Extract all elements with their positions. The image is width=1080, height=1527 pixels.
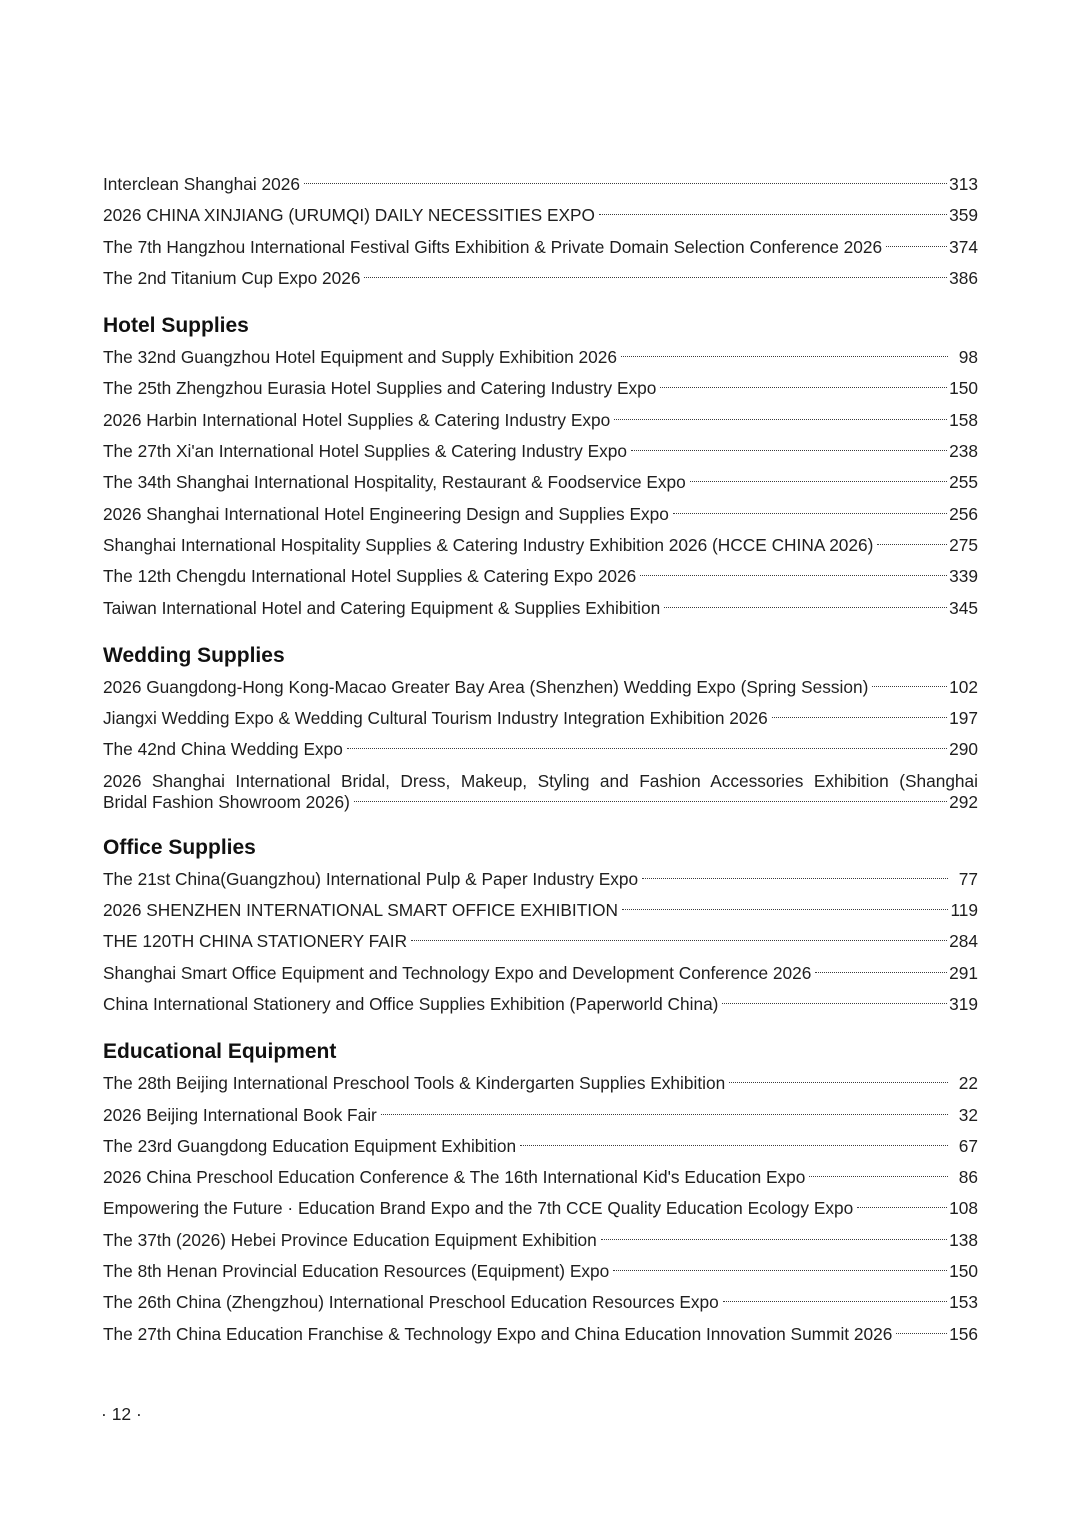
toc-entry[interactable] <box>103 926 978 957</box>
toc-entry-title: The 28th Beijing International Preschool Tools & Kindergarten Supplies Exhibition <box>103 1073 726 1094</box>
toc-entry-page: 238 <box>949 441 978 462</box>
toc-entry[interactable] <box>103 436 978 467</box>
toc-entry-title: The 34th Shanghai International Hospitality, Restaurant & Foodservice Expo <box>103 472 686 493</box>
toc-entry-title: The 12th Chengdu International Hotel Supplies & Catering Expo 2026 <box>103 566 637 587</box>
toc-entry[interactable] <box>103 593 978 624</box>
toc-entry[interactable] <box>103 672 978 703</box>
toc-entry-title: 2026 Beijing International Book Fair <box>103 1104 377 1125</box>
toc-entry[interactable] <box>103 232 978 263</box>
toc-entry[interactable] <box>103 989 978 1020</box>
toc-entry-title: Shanghai International Hospitality Supplies & Catering Industry Exhibition 2026 (HCCE CHINA 2026) <box>103 534 874 555</box>
toc-entry-page: 386 <box>949 267 978 288</box>
toc-continued-list <box>103 169 978 294</box>
toc-entry-title: The 7th Hangzhou International Festival Gifts Exhibition & Private Domain Selection Conference 2026 <box>103 236 883 257</box>
toc-entry[interactable] <box>103 342 978 373</box>
toc-entry-page: 345 <box>949 597 978 618</box>
toc-entry-title: The 8th Henan Provincial Education Resources (Equipment) Expo <box>103 1261 610 1282</box>
toc-entry[interactable] <box>103 1319 978 1350</box>
toc-entry-page: 197 <box>949 708 978 729</box>
toc-entry[interactable] <box>103 561 978 592</box>
toc-entry-page: 108 <box>949 1198 978 1219</box>
dot-leader <box>364 277 947 278</box>
toc-office-list <box>103 864 978 1020</box>
toc-entry-title: The 23rd Guangdong Education Equipment Exhibition <box>103 1135 517 1156</box>
toc-entry[interactable] <box>103 373 978 404</box>
toc-entry[interactable] <box>103 1193 978 1224</box>
table-of-contents <box>103 169 978 1350</box>
toc-entry-title: The 21st China(Guangzhou) International Pulp & Paper Industry Expo <box>103 868 639 889</box>
toc-entry-page: 290 <box>949 739 978 760</box>
toc-entry[interactable] <box>103 734 978 765</box>
toc-entry-title: Taiwan International Hotel and Catering Equipment & Supplies Exhibition <box>103 597 661 618</box>
dot-leader <box>886 246 947 247</box>
toc-entry-page: 275 <box>949 534 978 555</box>
dot-leader <box>621 356 948 357</box>
toc-hotel-list <box>103 342 978 624</box>
dot-leader <box>642 878 948 879</box>
dot-leader <box>622 909 948 910</box>
toc-entry[interactable] <box>103 895 978 926</box>
dot-leader <box>381 1114 948 1115</box>
toc-entry-title: 2026 Shanghai International Hotel Engineering Design and Supplies Expo <box>103 503 669 524</box>
toc-entry[interactable] <box>103 1225 978 1256</box>
dot-leader <box>673 513 947 514</box>
dot-leader <box>872 686 947 687</box>
toc-entry[interactable] <box>103 263 978 294</box>
section-heading-hotel-supplies: Hotel Supplies <box>103 314 249 338</box>
toc-education-list <box>103 1068 978 1350</box>
toc-entry[interactable] <box>103 169 978 200</box>
dot-leader <box>601 1239 947 1240</box>
toc-entry-page: 32 <box>958 1104 978 1125</box>
toc-entry-title: 2026 Guangdong-Hong Kong-Macao Greater Bay Area (Shenzhen) Wedding Expo (Spring Session) <box>103 676 869 697</box>
toc-entry-title-line2: Bridal Fashion Showroom 2026) <box>103 791 350 812</box>
toc-entry-page: 67 <box>958 1135 978 1156</box>
toc-entry-page: 86 <box>958 1167 978 1188</box>
dot-leader <box>411 940 947 941</box>
toc-entry[interactable] <box>103 200 978 231</box>
toc-entry-page: 313 <box>949 174 978 194</box>
toc-entry[interactable] <box>103 1256 978 1287</box>
toc-entry[interactable] <box>103 1131 978 1162</box>
toc-entry-title: The 32nd Guangzhou Hotel Equipment and Supply Exhibition 2026 <box>103 347 617 368</box>
toc-entry-title: THE 120TH CHINA STATIONERY FAIR <box>103 931 408 952</box>
toc-entry-page: 319 <box>949 993 978 1014</box>
toc-entry-title: Empowering the Future · Education Brand Expo and the 7th CCE Quality Education Ecology Expo <box>103 1198 854 1219</box>
section-heading-wedding-supplies: Wedding Supplies <box>103 643 285 667</box>
toc-entry-page: 98 <box>958 347 978 368</box>
page-number: · 12 · <box>101 1404 142 1424</box>
dot-leader <box>664 607 947 608</box>
toc-entry-page: 22 <box>958 1073 978 1094</box>
dot-leader <box>690 481 947 482</box>
toc-wedding-list <box>103 672 978 816</box>
toc-entry[interactable] <box>103 405 978 436</box>
toc-entry[interactable] <box>103 530 978 561</box>
toc-entry[interactable] <box>103 1162 978 1193</box>
toc-entry-title: The 25th Zhengzhou Eurasia Hotel Supplies and Catering Industry Expo <box>103 378 657 399</box>
toc-entry-title: The 42nd China Wedding Expo <box>103 739 343 760</box>
toc-entry[interactable] <box>103 864 978 895</box>
dot-leader <box>809 1176 948 1177</box>
toc-entry[interactable] <box>103 1068 978 1099</box>
toc-entry-page: 138 <box>949 1229 978 1250</box>
toc-entry-page: 255 <box>949 472 978 493</box>
dot-leader <box>877 544 947 545</box>
toc-entry[interactable] <box>103 1100 978 1131</box>
toc-entry-title: Interclean Shanghai 2026 <box>103 174 300 194</box>
section-heading-office-supplies: Office Supplies <box>103 835 256 859</box>
toc-entry-page: 339 <box>949 566 978 587</box>
toc-entry-title: China International Stationery and Office Supplies Exhibition (Paperworld China) <box>103 993 719 1014</box>
toc-entry-page: 158 <box>949 409 978 430</box>
toc-entry-page: 119 <box>950 900 978 921</box>
toc-entry-title: 2026 Harbin International Hotel Supplies & Catering Industry Expo <box>103 409 611 430</box>
section-heading-educational-equipment: Educational Equipment <box>103 1040 337 1064</box>
toc-entry-page: 256 <box>949 503 978 524</box>
toc-entry-title: Jiangxi Wedding Expo & Wedding Cultural Tourism Industry Integration Exhibition 2026 <box>103 708 768 729</box>
toc-entry-page: 102 <box>949 676 978 697</box>
dot-leader <box>723 1301 947 1302</box>
toc-entry-page: 291 <box>949 962 978 983</box>
toc-entry-title: The 2nd Titanium Cup Expo 2026 <box>103 267 361 288</box>
toc-entry-title: 2026 China Preschool Education Conference & The 16th International Kid's Education Expo <box>103 1167 806 1188</box>
dot-leader <box>520 1145 948 1146</box>
dot-leader <box>304 183 947 184</box>
dot-leader <box>857 1207 947 1208</box>
dot-leader <box>729 1082 948 1083</box>
dot-leader <box>815 972 947 973</box>
toc-entry[interactable] <box>103 958 978 989</box>
dot-leader <box>631 450 947 451</box>
dot-leader <box>613 1270 947 1271</box>
toc-entry[interactable] <box>103 1287 978 1318</box>
toc-entry-title: The 26th China (Zhengzhou) International Preschool Education Resources Expo <box>103 1292 719 1313</box>
toc-entry-title-line1: 2026 Shanghai International Bridal, Dress, Makeup, Styling and Fashion Accessories Exhibition (Shanghai <box>103 770 978 791</box>
toc-entry-title: The 27th China Education Franchise & Technology Expo and China Education Innovation Summit 2026 <box>103 1323 893 1344</box>
toc-entry-title: Shanghai Smart Office Equipment and Technology Expo and Development Conference 2026 <box>103 962 812 983</box>
dot-leader <box>599 214 947 215</box>
toc-entry-page: 292 <box>949 791 978 812</box>
toc-entry-title: The 27th Xi'an International Hotel Supplies & Catering Industry Expo <box>103 441 627 462</box>
dot-leader <box>772 717 947 718</box>
toc-entry[interactable] <box>103 703 978 734</box>
dot-leader <box>640 575 947 576</box>
toc-entry[interactable] <box>103 499 978 530</box>
toc-entry[interactable] <box>103 467 978 498</box>
dot-leader <box>347 748 947 749</box>
toc-entry-page: 374 <box>949 236 978 257</box>
dot-leader <box>722 1003 947 1004</box>
dot-leader <box>614 419 947 420</box>
toc-entry-page: 150 <box>949 1261 978 1282</box>
toc-entry-page: 150 <box>949 378 978 399</box>
toc-entry-wrapped[interactable] <box>103 766 978 816</box>
toc-entry-title: The 37th (2026) Hebei Province Education Equipment Exhibition <box>103 1229 597 1250</box>
toc-entry-title: 2026 CHINA XINJIANG (URUMQI) DAILY NECESSITIES EXPO <box>103 205 595 226</box>
toc-entry-page: 284 <box>949 931 978 952</box>
toc-entry-page: 156 <box>949 1323 978 1344</box>
toc-entry-page: 359 <box>949 205 978 226</box>
dot-leader <box>660 387 947 388</box>
toc-entry-title: 2026 SHENZHEN INTERNATIONAL SMART OFFICE EXHIBITION <box>103 900 619 921</box>
toc-entry-page: 153 <box>949 1292 978 1313</box>
dot-leader <box>896 1333 947 1334</box>
toc-entry-line2 <box>103 792 978 813</box>
toc-entry-page: 77 <box>958 868 978 889</box>
dot-leader <box>354 801 947 802</box>
